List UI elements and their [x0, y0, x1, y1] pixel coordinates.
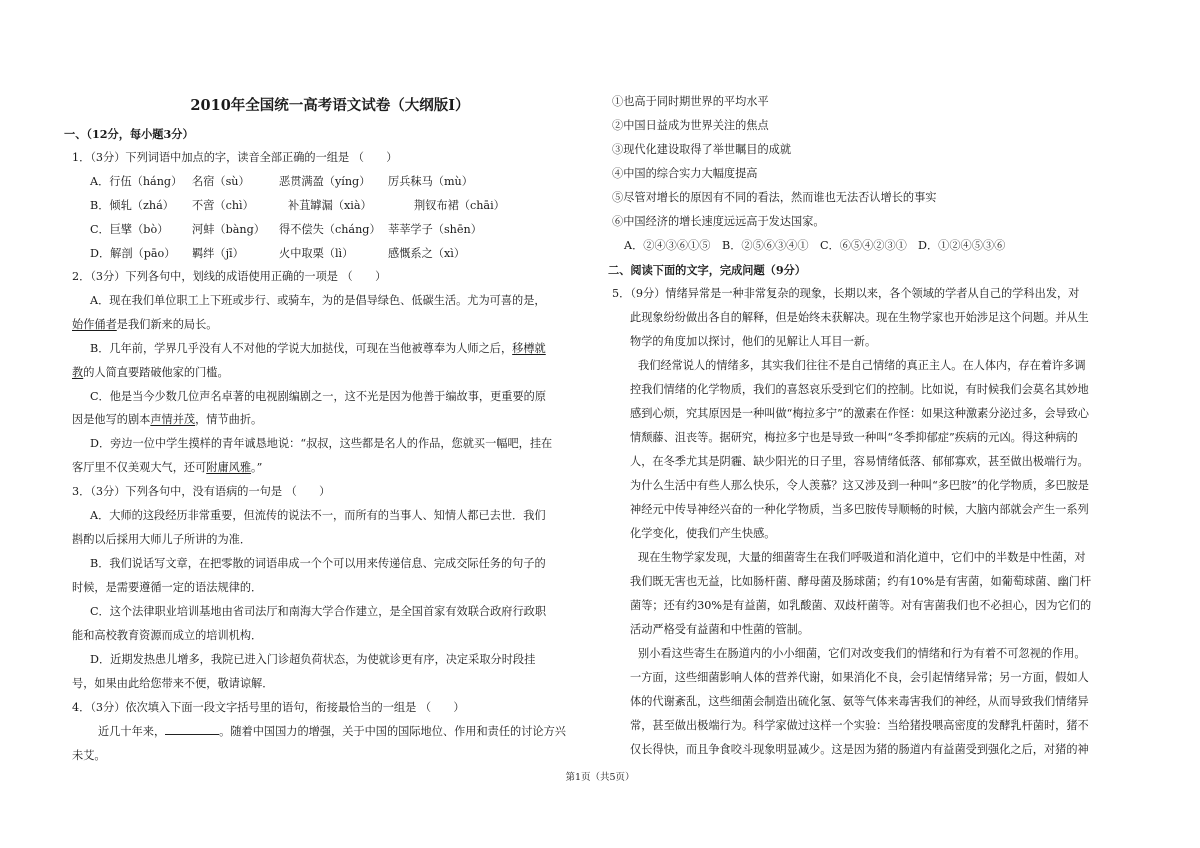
- q5-line: 我们既无害也无益，比如肠杆菌、酵母菌及肠球菌；约有10%是有害菌，如葡萄球菌、幽门杆: [630, 575, 1092, 588]
- q4-item-5: ⑤尽管对增长的原因有不同的看法，然而谁也无法否认增长的事实: [612, 191, 937, 204]
- q2-option-d-line2: 客厅里不仅美观大气，还可附庸风雅。”: [72, 461, 263, 474]
- q5-line: 一方面，这些细菌影响人体的营养代谢，如果消化不良，会引起情绪异常；另一方面，假如人: [630, 671, 1089, 684]
- exam-page: 2010年全国统一高考语文试卷（大纲版Ⅰ） 一、（12分，每小题3分） 1．（3分）下列词语中加点的字，读音全部正确的一组是 （ ） A．行伍（háng） 名宿（sù） 恶贯满盈（yíng） 厉兵秣马（mù） B．倾轧（zhá） 不啻（chì） 补苴罅漏（xià） 荆钗布裙（chāi） C．巨擘（bò） 河蚌（bàng） 得不偿失（cháng） 莘莘学子（shēn） D．解剖（pāo） 羁绊（jī） 火中取栗（lì） 感慨系之（xì） 2．（3分）下列各句中，划线的成语使用正确的一项是 （ ） A．现在我们单位职工上下班或步行、或骑车，为的是倡导绿色、低碳生活。尤为可喜的是， 始作俑者是我们新来的局长。 B．几年前，学界几乎没有人不对他的学说大加挞伐，可现在当他被尊奉为人师之后，移樽就 教的人简直要踏破他家的门槛。 C．他是当今少数几位声名卓著的电视剧编剧之一，这不光是因为他善于编故事，更重要的原 因是他写的剧本声情并茂，情节曲折。 D．旁边一位中学生摸样的青年诚恳地说：“叔叔，这些都是名人的作品，您就买一幅吧，挂在 客厅里不仅美观大气，还可附庸风雅。” 3．（3分）下列各句中，没有语病的一句是 （ ） A．大师的这段经历非常重要，但流传的说法不一，而所有的当事人、知情人都已去世．我们 斟酌以后採用大师儿子所讲的为准． B．我们说话写文章，在把零散的词语串成一个个可以用来传递信息、完成交际任务的句子的 时候，是需要遵循一定的语法规律的． C．这个法律职业培训基地由省司法厅和南海大学合作建立，是全国首家有效联合政府行政职 能和高校教育资源而成立的培训机构． D．近期发热患儿增多，我院已进入门诊超负荷状态，为使就诊更有序，决定采取分时段挂 号，如果由此给您带来不便，敬请谅解． 4．（3分）依次填入下面一段文字括号里的语句，衔接最恰当的一组是 （ ） 近几十年来， 。随着中国国力的增强，关于中国的国际地位、作用和责任的讨论方兴 未艾。 ①也高于同时期世界的平均水平 ②中国日益成为世界关注的焦点 ③现代化建设取得了举世瞩目的成就 ④中国的综合实力大幅度提高 ⑤尽管对增长的原因有不同的看法，然而谁也无法否认增长的事实 ⑥中国经济的增长速度远远高于发达国家。 A．②④③⑥①⑤ B．②⑤⑥③④① C．⑥⑤④②③① D．①②④⑤③⑥ 二、阅读下面的文字，完成问题（9分） 5．（9分）情绪异常是一种非常复杂的现象，长期以来，各个领域的学者从自己的学科出发，对 此现象纷纷做出各自的解释，但是始终未获解决。现在生物学家也开始涉足这个问题。并从生 物学的角度加以探讨，他们的见解让人耳目一新。 我们经常说人的情绪多，其实我们往往不是自己情绪的真正主人。在人体内，存在着许多调 控我们情绪的化学物质，我们的喜怒哀乐受到它们的控制。比如说，有时候我们会莫名其妙地 感到心烦，究其原因是一种叫做“梅拉多宁”的激素在作怪：如果这种激素分泌过多，会导致心 情颓藤、沮丧等。据研究，梅拉多宁也是导致一种叫“冬季抑郁症”疾病的元凶。得这种病的 人，在冬季尤其是阴霾、缺少阳光的日子里，容易情绪低落、郁郁寡欢，甚至做出极端行为。 为什么生活中有些人那么快乐，令人羡慕？这又涉及到一种叫“多巴胺”的化学物质，多巴胺是 神经元中传导神经兴奋的一种化学物质，当多巴胺传导顺畅的时候，大脑内部就会产生一系列 化学变化，使我们产生快感。 现在生物学家发现，大量的细菌寄生在我们呼吸道和消化道中，它们中的半数是中性菌，对 我们既无害也无益，比如肠杆菌、酵母菌及肠球菌；约有10%是有害菌，如葡萄球菌、幽门杆 菌等；还有约30%是有益菌，如乳酸菌、双歧杆菌等。对有害菌我们也不必担心，因为它们的 活动严格受有益菌和中性菌的管制。 别小看这些寄生在肠道内的小小细菌，它们对改变我们的情绪和行为有着不可忽视的作用。 一方面，这些细菌影响人体的营养代谢，如果消化不良，会引起情绪异常；另一方面，假如人 体的代谢紊乱，这些细菌会制造出硫化氢、氨等气体来毒害我们的神经，从而导致我们情绪异 常，甚至做出极端行为。科学家做过这样一个实验：当给猪投喂高密度的发酵乳杆菌时，猪不 仅长得快，而且争食咬斗现象明显减少。这是因为猪的肠道内有益菌受到强化之后，对猪的神 第1页（共5页）: [0, 0, 1200, 848]
- q4-item-2: ②中国日益成为世界关注的焦点: [612, 119, 769, 132]
- q2-option-b-line1: B．几年前，学界几乎没有人不对他的学说大加挞伐，可现在当他被尊奉为人师之后，移樽就: [90, 342, 546, 355]
- q4-item-4: ④中国的综合实力大幅度提高: [612, 167, 758, 180]
- section1-heading: 一、（12分，每小题3分）: [64, 127, 194, 141]
- q5-line: 5．（9分）情绪异常是一种非常复杂的现象，长期以来，各个领域的学者从自己的学科出发，对: [612, 287, 1080, 300]
- q4-item-3: ③现代化建设取得了举世瞩目的成就: [612, 143, 792, 156]
- q5-line: 仅长得快，而且争食咬斗现象明显减少。这是因为猪的肠道内有益菌受到强化之后，对猪的神: [630, 743, 1089, 756]
- q2-option-c-line1: C．他是当今少数几位声名卓著的电视剧编剧之一，这不光是因为他善于编故事，更重要的原: [90, 390, 547, 403]
- q1-stem: 1．（3分）下列词语中加点的字，读音全部正确的一组是 （ ）: [72, 151, 398, 164]
- q5-line: 为什么生活中有些人那么快乐，令人羡慕？这又涉及到一种叫“多巴胺”的化学物质，多巴胺是: [630, 479, 1089, 492]
- q5-line: 别小看这些寄生在肠道内的小小细菌，它们对改变我们的情绪和行为有着不可忽视的作用。: [638, 647, 1086, 660]
- page-footer: 第1页（共5页）: [565, 772, 635, 783]
- q3-option-a-line1: A．大师的这段经历非常重要，但流传的说法不一，而所有的当事人、知情人都已去世．我们: [90, 509, 546, 522]
- q4-item-1: ①也高于同时期世界的平均水平: [612, 95, 769, 108]
- q4-option-a: A．②④③⑥①⑤: [624, 239, 711, 252]
- q4-option-d: D．①②④⑤③⑥: [918, 239, 1006, 252]
- q5-line: 控我们情绪的化学物质，我们的喜怒哀乐受到它们的控制。比如说，有时候我们会莫名其妙地: [630, 383, 1089, 396]
- q5-line: 菌等；还有约30%是有益菌，如乳酸菌、双歧杆菌等。对有害菌我们也不必担心，因为它们的: [630, 599, 1092, 612]
- q2-option-d-line1: D．旁边一位中学生摸样的青年诚恳地说：“叔叔，这些都是名人的作品，您就买一幅吧，挂在: [90, 437, 553, 450]
- q2-option-b-line2: 教的人简直要踏破他家的门槛。: [72, 366, 229, 379]
- q2-option-a-line1: A．现在我们单位职工上下班或步行、或骑车，为的是倡导绿色、低碳生活。尤为可喜的是，: [90, 294, 546, 307]
- q5-line: 此现象纷纷做出各自的解释，但是始终未获解决。现在生物学家也开始涉足这个问题。并从生: [630, 311, 1089, 324]
- q2-option-a-line2: 始作俑者是我们新来的局长。: [72, 318, 218, 331]
- q3-option-c-line1: C．这个法律职业培训基地由省司法厅和南海大学合作建立，是全国首家有效联合政府行政职: [90, 605, 547, 618]
- q5-line: 感到心烦，究其原因是一种叫做“梅拉多宁”的激素在作怪：如果这种激素分泌过多，会导致心: [630, 407, 1089, 420]
- q5-line: 物学的角度加以探讨，他们的见解让人耳目一新。: [630, 335, 877, 348]
- q4-passage-line1: 近几十年来， 。随着中国国力的增强，关于中国的国际地位、作用和责任的讨论方兴: [98, 725, 566, 738]
- q4-stem: 4．（3分）依次填入下面一段文字括号里的语句，衔接最恰当的一组是 （ ）: [72, 701, 465, 714]
- q3-option-a-line2: 斟酌以后採用大师儿子所讲的为准．: [72, 533, 252, 546]
- q2-stem: 2．（3分）下列各句中，划线的成语使用正确的一项是 （ ）: [72, 270, 387, 283]
- q5-line: 情颓藤、沮丧等。据研究，梅拉多宁也是导致一种叫“冬季抑郁症”疾病的元凶。得这种病的: [630, 431, 1078, 444]
- q5-line: 化学变化，使我们产生快感。: [630, 527, 776, 540]
- q4-passage-line2: 未艾。: [72, 749, 106, 762]
- q5-line: 现在生物学家发现，大量的细菌寄生在我们呼吸道和消化道中，它们中的半数是中性菌，对: [638, 551, 1086, 564]
- q3-option-d-line1: D．近期发热患儿增多，我院已进入门诊超负荷状态，为使就诊更有序，决定采取分时段挂: [90, 653, 536, 666]
- q5-line: 体的代谢紊乱，这些细菌会制造出硫化氢、氨等气体来毒害我们的神经，从而导致我们情绪异: [630, 695, 1089, 708]
- q3-option-d-line2: 号，如果由此给您带来不便，敬请谅解．: [72, 677, 274, 690]
- q2-option-c-line2: 因是他写的剧本声情并茂，情节曲折。: [72, 413, 263, 426]
- q5-line: 神经元中传导神经兴奋的一种化学物质，当多巴胺传导顺畅的时候，大脑内部就会产生一系列: [630, 503, 1089, 516]
- q3-option-b-line2: 时候，是需要遵循一定的语法规律的．: [72, 581, 263, 594]
- q5-line: 活动严格受有益菌和中性菌的管制。: [630, 623, 810, 636]
- q3-option-b-line1: B．我们说话写文章，在把零散的词语串成一个个可以用来传递信息、完成交际任务的句子的: [90, 557, 546, 570]
- answer-blank: [165, 724, 219, 735]
- section2-heading: 二、阅读下面的文字，完成问题（9分）: [608, 263, 806, 277]
- q5-line: 常，甚至做出极端行为。科学家做过这样一个实验：当给猪投喂高密度的发酵乳杆菌时，猪不: [630, 719, 1089, 732]
- q4-option-b: B．②⑤⑥③④①: [722, 239, 809, 252]
- q4-item-6: ⑥中国经济的增长速度远远高于发达国家。: [612, 215, 825, 228]
- page-title: 2010年全国统一高考语文试卷（大纲版Ⅰ）: [190, 97, 470, 114]
- q5-line: 人，在冬季尤其是阴霾、缺少阳光的日子里，容易情绪低落、郁郁寡欢，甚至做出极端行为。: [630, 455, 1089, 468]
- q3-option-c-line2: 能和高校教育资源而成立的培训机构．: [72, 629, 263, 642]
- q3-stem: 3．（3分）下列各句中，没有语病的一句是 （ ）: [72, 485, 331, 498]
- q4-option-c: C．⑥⑤④②③①: [820, 239, 907, 252]
- q5-line: 我们经常说人的情绪多，其实我们往往不是自己情绪的真正主人。在人体内，存在着许多调: [638, 359, 1086, 372]
